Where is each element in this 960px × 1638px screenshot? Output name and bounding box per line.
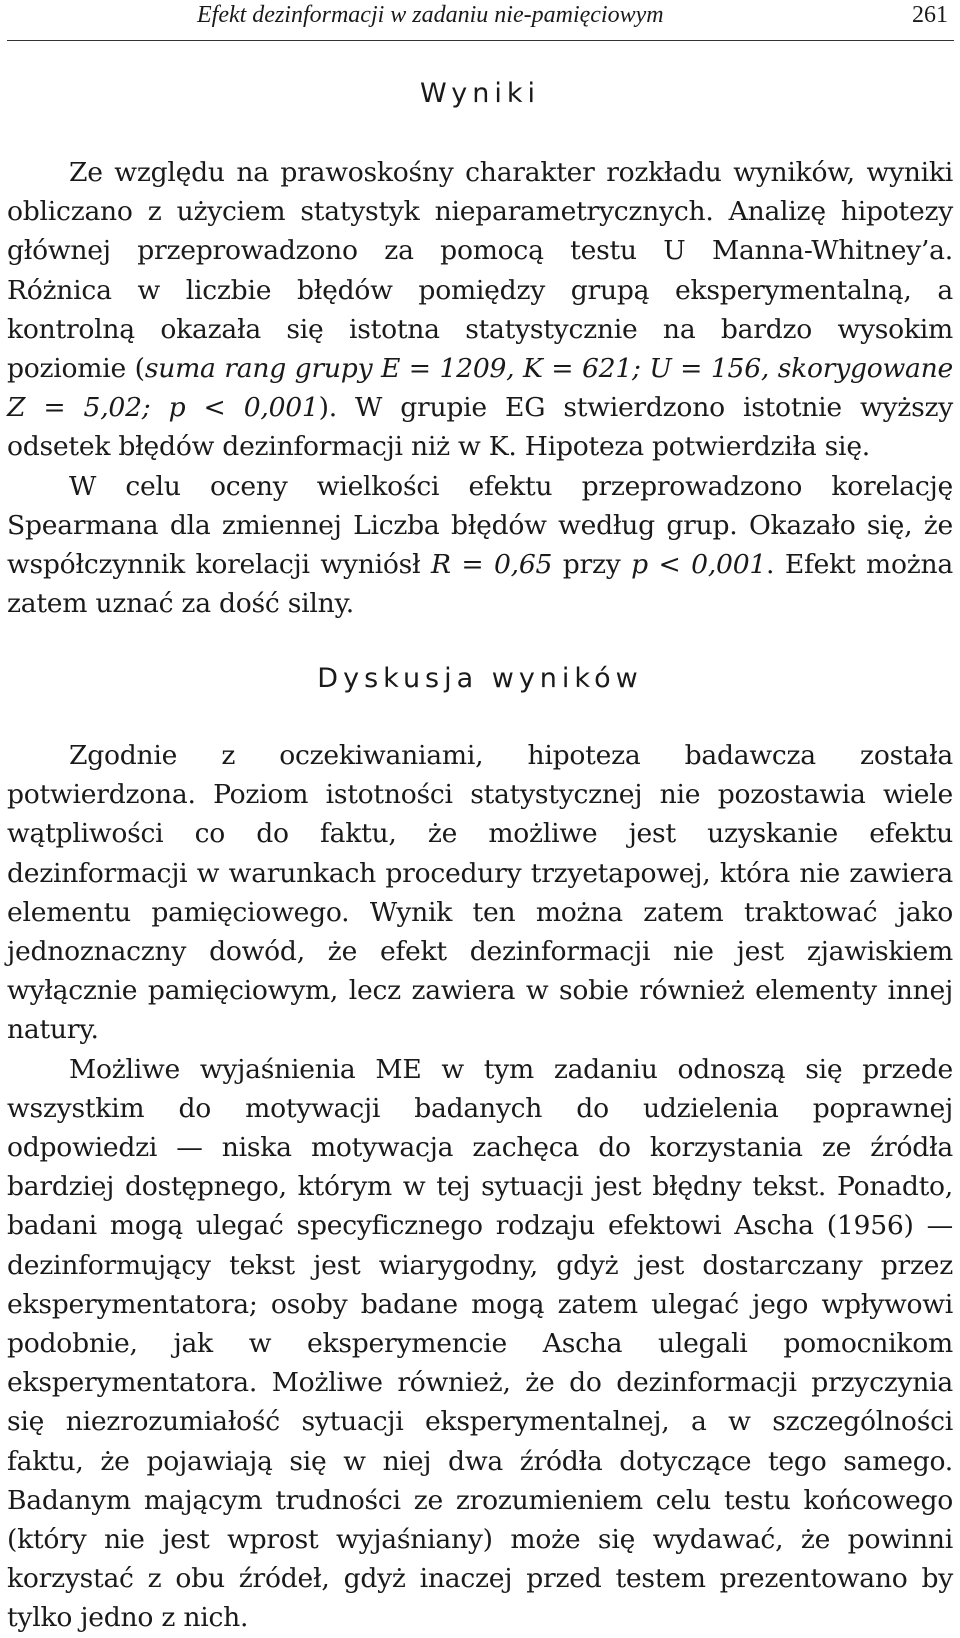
paragraph [7,467,953,624]
running-head [7,0,954,30]
paragraph: Możliwe wyjaśnienia ME w tym zadaniu odnoszą się przede wszystkim do motywacji badanych do udzielenia poprawnej odpowiedzi — niska motywacja zachęca do korzystania ze źródła bardziej dostępnego, którym w tej sytuacji jest błędny tekst. Ponadto, badani mogą ulegać specyficznego rodzaju efektowi Ascha (1956) — dezinformujący tekst jest wiarygodny, gdyż jest dostarczany przez eksperymentatora; osoby badane mogą zatem ulegać jego wpływowi podobnie, jak w eksperymencie Ascha ulegali pomocnikom eksperymentatora. Możliwe również, że do dezinformacji przyczynia się niezrozumiałość sytuacji eksperymentalnej, a w szczególności faktu, że pojawiają się w niej dwa źródła dotyczące tego samego. Badanym mającym trudności ze zrozumieniem celu testu końcowego (który nie jest wprost wyjaśniany) może się wydawać, że powinni korzystać z obu źródeł, gdyż inaczej przed testem prezentowano by tylko jedno z nich. [7,1053,953,1634]
statistics-italic: suma rang grupy E = 1209, K = 621; U = 156, skorygowane Z = 5,02; p < 0,001 [7,353,953,424]
text-run: W celu oceny wielkości efektu przeprowadzono korelację Spearmana dla zmiennej Liczba błędów według grup. Okazało się, że współczynnik korelacji wyniósł [7,470,953,581]
paragraph [7,153,953,467]
text-run: przy [552,549,632,581]
text-run: Ze względu na prawoskośny charakter rozkładu wyników, wyniki obliczano z użyciem statystyk nieparametrycznych. Analizę hipotezy głównej przeprowadzono za pomocą testu U Manna-Whitney’a. Różnica w liczbie błędów pomiędzy grupą eksperymentalną, a kontrolną okazała się istotna statystycznie na bardzo wysokim poziomie ( [7,157,953,385]
section-heading-wyniki: Wyniki [420,78,540,109]
statistics-italic: R = 0,65 [430,549,553,581]
text-run: . Efekt można zatem uznać za dość silny. [7,549,953,620]
section-heading-dyskusja: Dyskusja wyników [317,663,643,694]
section-body-dyskusja [7,736,953,1638]
section-body-wyniki [7,153,953,623]
paragraph: Zgodnie z oczekiwaniami, hipoteza badawcza została potwierdzona. Poziom istotności statystycznej nie pozostawia wiele wątpliwości co do faktu, że możliwe jest uzyskanie efektu dezinformacji w warunkach procedury trzyetapowej, która nie zawiera elementu pamięciowego. Wynik ten można zatem traktować jako jednoznaczny dowód, że efekt dezinformacji nie jest zjawiskiem wyłącznie pamięciowym, lecz zawiera w sobie również elementy innej natury. [7,740,953,1046]
running-title: Efekt dezinformacji w zadaniu nie-pamięciowym [197,2,664,28]
text-run: ). W grupie EG stwierdzono istotnie wyższy odsetek błędów dezinformacji niż w K. Hipoteza potwierdziła się. [7,392,953,463]
header-rule [7,40,954,41]
page-number: 261 [912,2,948,28]
statistics-italic: p < 0,001 [631,549,767,581]
